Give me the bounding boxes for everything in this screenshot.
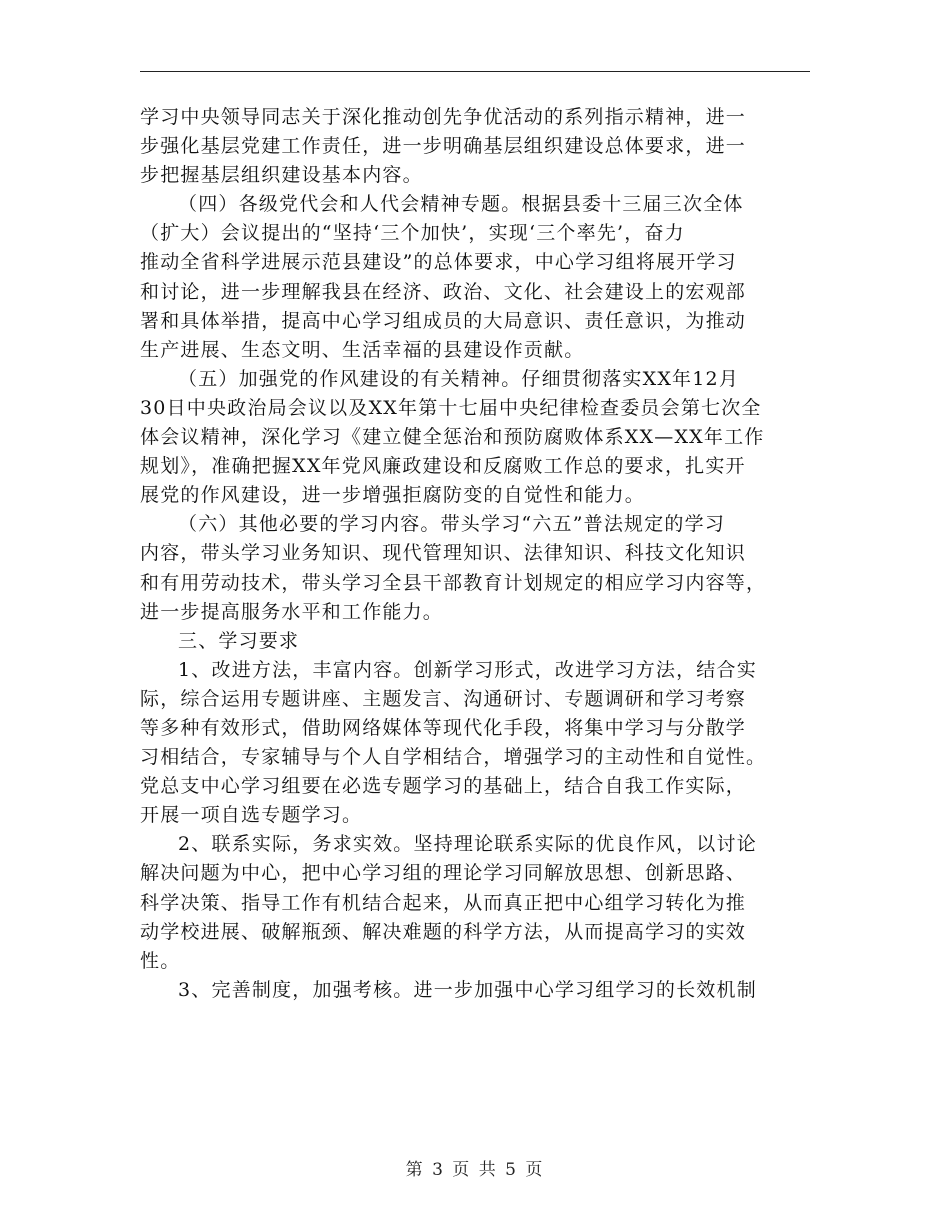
text-line: 开展一项自选专题学习。	[140, 804, 363, 827]
document-body	[140, 103, 810, 1005]
text-line: 解决问题为中心，把中心学习组的理论学习同解放思想、创新思路、	[140, 862, 747, 885]
text-line: 推动全省科学进展示范县建设”的总体要求，中心学习组将展开学习	[140, 251, 737, 274]
paragraph-section-6	[140, 510, 810, 626]
text-line: （扩大）会议提出的“坚持‘三个加快’，实现‘三个率先’，奋力	[140, 222, 685, 245]
text-line: 2、联系实际，务求实效。坚持理论联系实际的优良作风，以讨论	[178, 833, 757, 856]
text-line: 科学决策、指导工作有机结合起来，从而真正把中心组学习转化为推	[140, 891, 747, 914]
text-line: 和讨论，进一步理解我县在经济、政治、文化、社会建设上的宏观部	[140, 280, 747, 303]
text-line: 动学校进展、破解瓶颈、解决难题的科学方法，从而提高学习的实效	[140, 920, 747, 943]
paragraph-section-5	[140, 365, 810, 510]
text-line: 步把握基层组织建设基本内容。	[140, 164, 423, 187]
page-footer: 第 3 页 共 5 页	[405, 1160, 545, 1180]
text-line: （四）各级党代会和人代会精神专题。根据县委十三届三次全体	[178, 193, 744, 216]
text-line: 生产进展、生态文明、生活幸福的县建设作贡献。	[140, 338, 585, 361]
text-line: 内容，带头学习业务知识、现代管理知识、法律知识、科技文化知识	[140, 542, 747, 565]
paragraph-requirement-2	[140, 830, 810, 975]
text-line: 步强化基层党建工作责任，进一步明确基层组织建设总体要求，进一	[140, 135, 747, 158]
text-line: 展党的作风建设，进一步增强拒腐防变的自觉性和能力。	[140, 484, 646, 507]
header-rule	[140, 71, 810, 72]
text-line: 体会议精神，深化学习《建立健全惩治和预防腐败体系XX—XX年工作	[140, 426, 765, 449]
paragraph-1	[140, 103, 810, 190]
text-line: 规划》，准确把握XX年党风廉政建设和反腐败工作总的要求，扎实开	[140, 455, 746, 478]
paragraph-section-4	[140, 190, 810, 365]
text-line: 署和具体举措，提高中心学习组成员的大局意识、责任意识，为推动	[140, 309, 747, 332]
text-line: 学习中央领导同志关于深化推动创先争优活动的系列指示精神，进一	[140, 106, 747, 128]
text-line: 1、改进方法，丰富内容。创新学习形式，改进学习方法，结合实	[178, 658, 757, 681]
text-line: （六）其他必要的学习内容。带头学习“六五”普法规定的学习	[178, 513, 726, 536]
text-line: 等多种有效形式，借助网络媒体等现代化手段，将集中学习与分散学	[140, 716, 747, 739]
text-line: 30日中央政治局会议以及XX年第十七届中央纪律检查委员会第七次全	[140, 396, 762, 419]
section-heading-3	[140, 627, 810, 656]
text-line: 和有用劳动技术，带头学习全县干部教育计划规定的相应学习内容等，	[140, 571, 767, 594]
paragraph-requirement-1	[140, 656, 810, 831]
text-line: 习相结合，专家辅导与个人自学相结合，增强学习的主动性和自觉性。	[140, 746, 767, 769]
text-line: 进一步提高服务水平和工作能力。	[140, 600, 444, 623]
text-line: 党总支中心学习组要在必选专题学习的基础上，结合自我工作实际，	[140, 775, 747, 798]
paragraph-requirement-3	[140, 976, 810, 1005]
text-line: 性。	[140, 949, 181, 972]
text-line: 际，综合运用专题讲座、主题发言、沟通研讨、专题调研和学习考察	[140, 687, 747, 710]
text-line: 3、完善制度，加强考核。进一步加强中心学习组学习的长效机制	[178, 978, 757, 1001]
section-heading: 三、学习要求	[178, 629, 300, 652]
text-line: （五）加强党的作风建设的有关精神。仔细贯彻落实XX年12月	[178, 367, 740, 390]
